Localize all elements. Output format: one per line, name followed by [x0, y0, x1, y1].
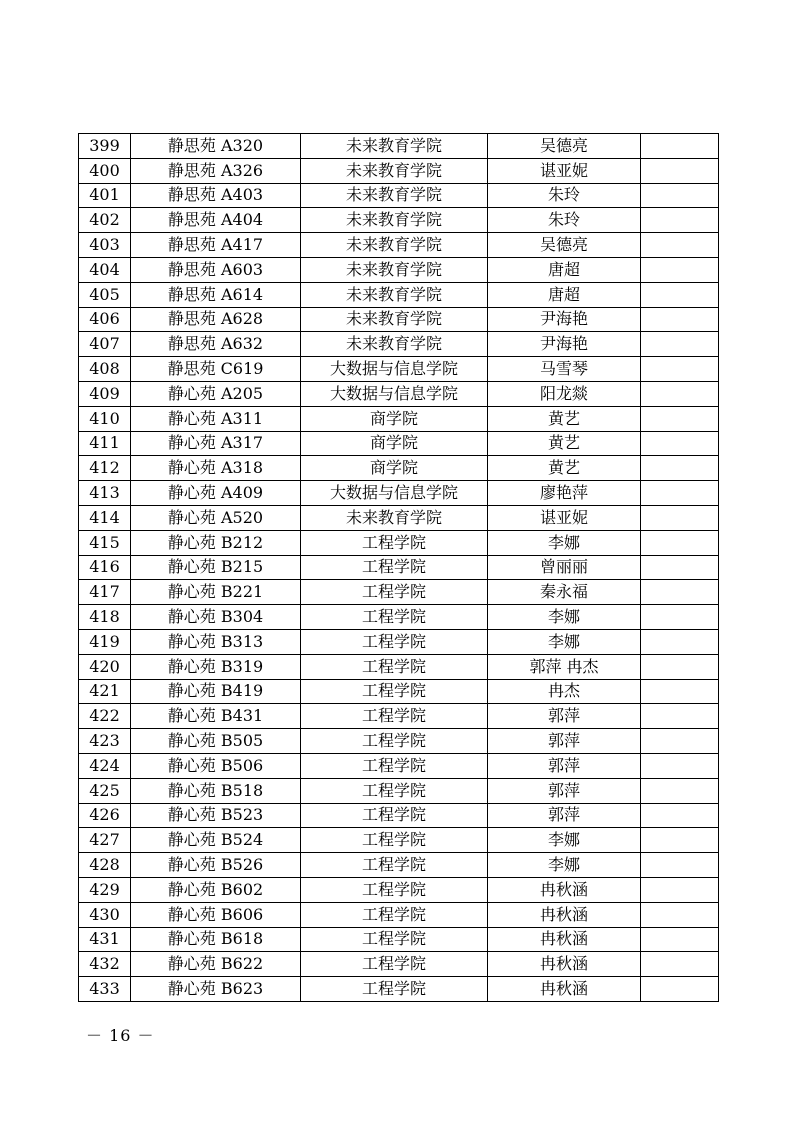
cell-name: 李娜: [488, 629, 641, 654]
cell-college: 工程学院: [301, 753, 488, 778]
cell-college: 商学院: [301, 431, 488, 456]
cell-college: 工程学院: [301, 530, 488, 555]
cell-name: 郭萍: [488, 778, 641, 803]
cell-number: 415: [79, 530, 131, 555]
table-row: [79, 505, 719, 530]
cell-name: 吴德亮: [488, 134, 641, 159]
cell-name: 郭萍: [488, 704, 641, 729]
cell-note: [641, 505, 719, 530]
table-row: [79, 853, 719, 878]
cell-room: 静心苑 B622: [131, 952, 301, 977]
cell-note: [641, 753, 719, 778]
cell-college: 工程学院: [301, 629, 488, 654]
cell-note: [641, 729, 719, 754]
cell-note: [641, 257, 719, 282]
cell-college: 未来教育学院: [301, 158, 488, 183]
table-row: [79, 381, 719, 406]
table-row: [79, 803, 719, 828]
cell-note: [641, 828, 719, 853]
cell-number: 403: [79, 233, 131, 258]
cell-note: [641, 357, 719, 382]
cell-name: 吴德亮: [488, 233, 641, 258]
cell-name: 尹海艳: [488, 332, 641, 357]
cell-college: 商学院: [301, 456, 488, 481]
cell-room: 静心苑 B505: [131, 729, 301, 754]
cell-room: 静心苑 B215: [131, 555, 301, 580]
cell-name: 唐超: [488, 282, 641, 307]
cell-room: 静心苑 B212: [131, 530, 301, 555]
cell-note: [641, 803, 719, 828]
cell-number: 406: [79, 307, 131, 332]
cell-college: 大数据与信息学院: [301, 481, 488, 506]
cell-note: [641, 307, 719, 332]
cell-college: 工程学院: [301, 902, 488, 927]
cell-number: 431: [79, 927, 131, 952]
cell-room: 静心苑 B524: [131, 828, 301, 853]
cell-room: 静心苑 A205: [131, 381, 301, 406]
cell-college: 工程学院: [301, 853, 488, 878]
cell-college: 工程学院: [301, 803, 488, 828]
table-row: [79, 902, 719, 927]
cell-college: 工程学院: [301, 952, 488, 977]
cell-note: [641, 555, 719, 580]
cell-number: 420: [79, 654, 131, 679]
cell-number: 411: [79, 431, 131, 456]
cell-room: 静心苑 B419: [131, 679, 301, 704]
cell-room: 静心苑 B506: [131, 753, 301, 778]
cell-number: 414: [79, 505, 131, 530]
cell-room: 静心苑 B319: [131, 654, 301, 679]
cell-college: 未来教育学院: [301, 282, 488, 307]
cell-room: 静心苑 A318: [131, 456, 301, 481]
cell-name: 李娜: [488, 828, 641, 853]
cell-college: 工程学院: [301, 704, 488, 729]
cell-college: 工程学院: [301, 977, 488, 1002]
cell-note: [641, 406, 719, 431]
cell-number: 412: [79, 456, 131, 481]
cell-note: [641, 853, 719, 878]
cell-note: [641, 877, 719, 902]
cell-note: [641, 605, 719, 630]
cell-room: 静思苑 A326: [131, 158, 301, 183]
cell-room: 静心苑 A409: [131, 481, 301, 506]
cell-college: 工程学院: [301, 580, 488, 605]
cell-number: 428: [79, 853, 131, 878]
cell-number: 425: [79, 778, 131, 803]
cell-room: 静心苑 A311: [131, 406, 301, 431]
cell-college: 未来教育学院: [301, 183, 488, 208]
cell-name: 朱玲: [488, 208, 641, 233]
cell-room: 静心苑 B221: [131, 580, 301, 605]
cell-number: 421: [79, 679, 131, 704]
cell-name: 黄艺: [488, 456, 641, 481]
cell-number: 401: [79, 183, 131, 208]
cell-name: 郭萍: [488, 729, 641, 754]
table-row: [79, 406, 719, 431]
table-row: [79, 704, 719, 729]
table-row: [79, 828, 719, 853]
cell-note: [641, 208, 719, 233]
cell-name: 冉秋涵: [488, 952, 641, 977]
cell-college: 工程学院: [301, 605, 488, 630]
cell-room: 静心苑 B304: [131, 605, 301, 630]
cell-number: 413: [79, 481, 131, 506]
cell-number: 427: [79, 828, 131, 853]
cell-room: 静思苑 A628: [131, 307, 301, 332]
cell-college: 未来教育学院: [301, 307, 488, 332]
cell-name: 冉秋涵: [488, 977, 641, 1002]
cell-room: 静思苑 A403: [131, 183, 301, 208]
cell-name: 黄艺: [488, 406, 641, 431]
cell-room: 静心苑 B518: [131, 778, 301, 803]
cell-note: [641, 431, 719, 456]
table-row: [79, 158, 719, 183]
cell-number: 424: [79, 753, 131, 778]
cell-note: [641, 629, 719, 654]
table-row: [79, 654, 719, 679]
cell-college: 商学院: [301, 406, 488, 431]
cell-name: 李娜: [488, 530, 641, 555]
cell-college: 未来教育学院: [301, 233, 488, 258]
cell-note: [641, 233, 719, 258]
cell-name: 冉秋涵: [488, 877, 641, 902]
cell-note: [641, 927, 719, 952]
cell-room: 静心苑 B431: [131, 704, 301, 729]
cell-name: 李娜: [488, 605, 641, 630]
table-row: [79, 233, 719, 258]
cell-college: 大数据与信息学院: [301, 357, 488, 382]
cell-name: 冉秋涵: [488, 927, 641, 952]
cell-note: [641, 282, 719, 307]
cell-note: [641, 456, 719, 481]
cell-college: 未来教育学院: [301, 208, 488, 233]
cell-room: 静思苑 A632: [131, 332, 301, 357]
table-row: [79, 431, 719, 456]
cell-number: 419: [79, 629, 131, 654]
cell-college: 工程学院: [301, 729, 488, 754]
table-row: [79, 257, 719, 282]
cell-name: 谌亚妮: [488, 505, 641, 530]
dormitory-table: [78, 133, 719, 1002]
table-row: [79, 952, 719, 977]
cell-note: [641, 183, 719, 208]
cell-note: [641, 977, 719, 1002]
cell-room: 静心苑 B606: [131, 902, 301, 927]
table-row: [79, 208, 719, 233]
cell-room: 静心苑 A317: [131, 431, 301, 456]
cell-name: 冉杰: [488, 679, 641, 704]
table-body: [79, 134, 719, 1002]
cell-note: [641, 158, 719, 183]
cell-name: 阳龙燚: [488, 381, 641, 406]
cell-college: 未来教育学院: [301, 505, 488, 530]
table-row: [79, 481, 719, 506]
table-row: [79, 580, 719, 605]
cell-number: 400: [79, 158, 131, 183]
cell-note: [641, 679, 719, 704]
cell-college: 工程学院: [301, 778, 488, 803]
cell-college: 未来教育学院: [301, 332, 488, 357]
table-row: [79, 555, 719, 580]
page-number: － 16 －: [86, 1026, 155, 1045]
cell-room: 静心苑 B523: [131, 803, 301, 828]
cell-number: 405: [79, 282, 131, 307]
cell-name: 曾丽丽: [488, 555, 641, 580]
cell-number: 418: [79, 605, 131, 630]
table-row: [79, 753, 719, 778]
cell-name: 郭萍 冉杰: [488, 654, 641, 679]
cell-room: 静心苑 B623: [131, 977, 301, 1002]
cell-number: 432: [79, 952, 131, 977]
cell-college: 未来教育学院: [301, 134, 488, 159]
cell-room: 静心苑 B526: [131, 853, 301, 878]
cell-room: 静思苑 A404: [131, 208, 301, 233]
cell-note: [641, 530, 719, 555]
cell-number: 429: [79, 877, 131, 902]
cell-room: 静思苑 A614: [131, 282, 301, 307]
cell-name: 冉秋涵: [488, 902, 641, 927]
table-row: [79, 877, 719, 902]
table-row: [79, 629, 719, 654]
cell-name: 马雪琴: [488, 357, 641, 382]
cell-note: [641, 778, 719, 803]
table-row: [79, 307, 719, 332]
cell-name: 黄艺: [488, 431, 641, 456]
cell-number: 422: [79, 704, 131, 729]
cell-note: [641, 704, 719, 729]
cell-note: [641, 902, 719, 927]
cell-room: 静心苑 B618: [131, 927, 301, 952]
table-row: [79, 456, 719, 481]
table-row: [79, 778, 719, 803]
cell-number: 433: [79, 977, 131, 1002]
cell-college: 工程学院: [301, 927, 488, 952]
table-row: [79, 977, 719, 1002]
table-row: [79, 530, 719, 555]
cell-note: [641, 134, 719, 159]
cell-note: [641, 381, 719, 406]
cell-name: 郭萍: [488, 803, 641, 828]
cell-college: 大数据与信息学院: [301, 381, 488, 406]
cell-college: 未来教育学院: [301, 257, 488, 282]
cell-college: 工程学院: [301, 654, 488, 679]
table-row: [79, 332, 719, 357]
cell-name: 朱玲: [488, 183, 641, 208]
cell-number: 423: [79, 729, 131, 754]
cell-college: 工程学院: [301, 555, 488, 580]
cell-number: 410: [79, 406, 131, 431]
table-row: [79, 357, 719, 382]
cell-note: [641, 580, 719, 605]
table-row: [79, 679, 719, 704]
cell-name: 尹海艳: [488, 307, 641, 332]
cell-number: 402: [79, 208, 131, 233]
cell-number: 426: [79, 803, 131, 828]
cell-number: 404: [79, 257, 131, 282]
table-row: [79, 183, 719, 208]
table-row: [79, 134, 719, 159]
cell-name: 唐超: [488, 257, 641, 282]
cell-name: 李娜: [488, 853, 641, 878]
cell-number: 408: [79, 357, 131, 382]
cell-room: 静心苑 B313: [131, 629, 301, 654]
cell-college: 工程学院: [301, 877, 488, 902]
cell-name: 廖艳萍: [488, 481, 641, 506]
table-row: [79, 605, 719, 630]
cell-room: 静心苑 A520: [131, 505, 301, 530]
cell-name: 郭萍: [488, 753, 641, 778]
cell-number: 417: [79, 580, 131, 605]
cell-number: 430: [79, 902, 131, 927]
table-row: [79, 729, 719, 754]
cell-room: 静心苑 B602: [131, 877, 301, 902]
cell-name: 秦永福: [488, 580, 641, 605]
cell-room: 静思苑 A603: [131, 257, 301, 282]
cell-room: 静思苑 C619: [131, 357, 301, 382]
cell-number: 399: [79, 134, 131, 159]
cell-number: 407: [79, 332, 131, 357]
table-row: [79, 282, 719, 307]
cell-college: 工程学院: [301, 679, 488, 704]
cell-number: 409: [79, 381, 131, 406]
cell-note: [641, 654, 719, 679]
cell-name: 谌亚妮: [488, 158, 641, 183]
cell-note: [641, 952, 719, 977]
cell-note: [641, 332, 719, 357]
cell-room: 静思苑 A320: [131, 134, 301, 159]
cell-note: [641, 481, 719, 506]
table-row: [79, 927, 719, 952]
cell-college: 工程学院: [301, 828, 488, 853]
cell-room: 静思苑 A417: [131, 233, 301, 258]
cell-number: 416: [79, 555, 131, 580]
